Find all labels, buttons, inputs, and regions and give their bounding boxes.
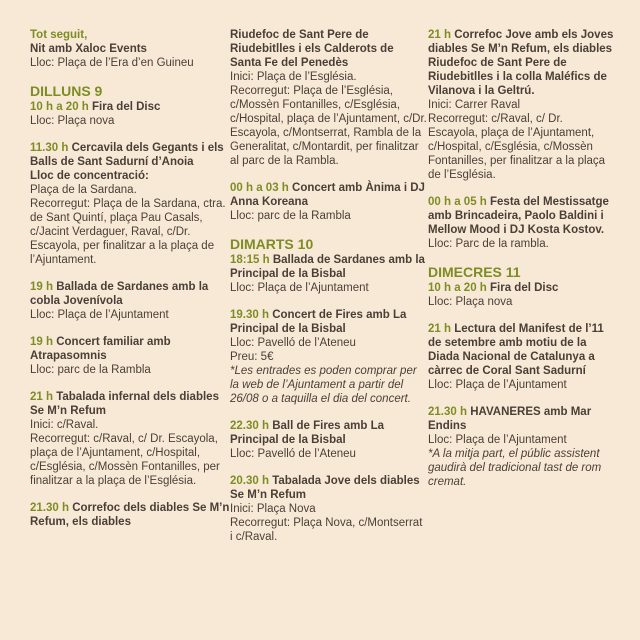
event-heading <box>30 141 230 169</box>
event-concentration: Plaça de la Sardana. <box>30 184 137 196</box>
event-start: Inici: Plaça de l’Església. <box>230 71 357 83</box>
event-title: Concert familiar amb Atrapasomnis <box>30 336 171 362</box>
event-time: 21 h <box>428 29 452 41</box>
event-heading <box>428 281 614 295</box>
event-time: 21 h <box>30 391 54 403</box>
event-title: Tabalada Jove dels diables Se M’n Refum <box>230 475 420 501</box>
event-nit-xaloc <box>30 28 230 70</box>
event-title: Riudefoc de Sant Pere de Riudebitlles i els Calderots de Santa Fe del Penedès <box>230 29 394 69</box>
event-heading <box>230 419 428 447</box>
event-time: 19.30 h <box>230 309 269 321</box>
event-location: Lloc: Pavelló de l’Ateneu <box>230 448 356 460</box>
column-3 <box>428 28 614 640</box>
event-heading <box>428 322 614 378</box>
event-start: Inici: c/Raval. <box>30 419 99 431</box>
event-location: Lloc: Plaça de l’Ajuntament <box>30 309 169 321</box>
column-1 <box>30 28 230 640</box>
event-tabalada-jove <box>230 474 428 544</box>
event-start: Inici: Plaça Nova <box>230 503 316 515</box>
event-title: Cercavila dels Gegants i els Balls de Sant Sadurní d’Anoia <box>30 142 224 168</box>
event-correfoc <box>30 501 230 529</box>
event-concentration-label: Lloc de concentració: <box>30 170 149 182</box>
event-note: *Les entrades es poden comprar per la web de l’Ajuntament a partir del 26/08 o a taquilla el dia del concert. <box>230 365 417 405</box>
event-title: Nit amb Xaloc Events <box>30 43 147 55</box>
event-cercavila <box>30 141 230 267</box>
event-concert-fires <box>230 308 428 406</box>
event-title: Fira del Disc <box>88 101 161 113</box>
event-time: 19 h <box>30 281 54 293</box>
event-time: Tot seguit, <box>30 29 88 41</box>
event-sardanes-bisbal <box>230 253 428 295</box>
event-location: Lloc: Plaça de l’Ajuntament <box>230 282 369 294</box>
event-sardanes-jovenivola <box>30 280 230 322</box>
event-heading <box>30 501 230 529</box>
event-location: Lloc: Plaça de l’Ajuntament <box>428 379 567 391</box>
event-time: 21.30 h <box>428 406 467 418</box>
event-heading <box>428 195 614 237</box>
event-time: 10 h a 20 h <box>30 101 89 113</box>
event-time: 20.30 h <box>230 475 269 487</box>
event-route: Recorregut: c/Raval, c/ Dr. Escayola, plaça de l’Ajuntament, c/Hospital, c/Església, c/Mossèn Fontanilles, per finalitzar a la plaça de l’Església. <box>30 433 220 487</box>
event-time: 19 h <box>30 336 54 348</box>
column-2 <box>230 28 428 640</box>
event-heading <box>30 390 230 418</box>
event-time: 00 h a 05 h <box>428 196 487 208</box>
event-heading <box>30 100 230 114</box>
event-heading <box>230 474 428 502</box>
event-location: Lloc: parc de la Rambla <box>30 364 151 376</box>
day-header-dimarts: DIMARTS 10 <box>230 236 314 252</box>
event-festa-mestissatge <box>428 195 614 251</box>
event-title: Ball de Fires amb La Principal de la Bisbal <box>230 420 385 446</box>
event-title: Lectura del Manifest de l’11 de setembre amb motiu de la Diada Nacional de Catalunya a càrrec de Coral Sant Sadurní <box>428 323 604 377</box>
event-note: *A la mitja part, el públic assistent gaudirà del tradicional tast de rom cremat. <box>428 448 602 488</box>
event-price: Preu: 5€ <box>230 351 274 363</box>
event-title: Concert de Fires amb La Principal de la Bisbal <box>230 309 407 335</box>
event-lectura-manifest <box>428 322 614 392</box>
event-location: Lloc: parc de la Rambla <box>230 210 351 222</box>
event-heading <box>428 28 614 98</box>
event-time: 11.30 h <box>30 142 69 154</box>
event-title: Ballada de Sardanes amb la cobla Jovenívola <box>30 281 209 307</box>
event-title: Festa del Mestissatge amb Brincadeira, Paolo Baldini i Mellow Mood i DJ Kosta Kostov. <box>428 196 609 236</box>
event-title: Tabalada infernal dels diables Se M’n Refum <box>30 391 219 417</box>
day-header-dilluns: DILLUNS 9 <box>30 83 103 99</box>
event-concert-anima <box>230 181 428 223</box>
event-route: Recorregut: c/Raval, c/ Dr. Escayola, plaça de l’Ajuntament, c/Hospital, c/Església, c/Mossèn Fontanilles, per finalitzar a la plaça de l’Església. <box>428 113 606 181</box>
event-time: 10 h a 20 h <box>428 282 487 294</box>
event-ball-fires <box>230 419 428 461</box>
event-heading <box>230 253 428 281</box>
event-route: Recorregut: Plaça de la Sardana, ctra. de Sant Quintí, plaça Pau Casals, c/Jacint Verdaguer, Raval, c/Dr. Escayola, per finalitzar a la plaça de l’Ajuntament. <box>30 198 226 266</box>
event-heading <box>30 280 230 308</box>
event-location: Lloc: Plaça nova <box>30 115 115 127</box>
event-concert-familiar <box>30 335 230 377</box>
event-title: Fira del Disc <box>486 282 559 294</box>
day-header-dimecres: DIMECRES 11 <box>428 264 521 280</box>
event-location: Lloc: Plaça de l’Era d’en Guineu <box>30 57 194 69</box>
event-correfoc-continued <box>230 28 428 168</box>
event-time: 21.30 h <box>30 502 69 514</box>
event-title: Ballada de Sardanes amb la Principal de la Bisbal <box>230 254 425 280</box>
event-route: Recorregut: Plaça Nova, c/Montserrat i c/Raval. <box>230 517 423 543</box>
event-location: Lloc: Pavelló de l’Ateneu <box>230 337 356 349</box>
event-fira-disc <box>30 100 230 128</box>
event-location: Lloc: Plaça nova <box>428 296 513 308</box>
event-start: Inici: Carrer Raval <box>428 99 521 111</box>
event-title: HAVANERES amb Mar Endins <box>428 406 592 432</box>
event-havaneres <box>428 405 614 489</box>
event-title: Concert amb Ànima i DJ Anna Koreana <box>230 182 425 208</box>
event-heading <box>230 308 428 336</box>
event-route: Recorregut: Plaça de l’Església, c/Mossèn Fontanilles, c/Església, c/Hospital, plaça de l’Ajuntament, c/Dr. Escayola, c/Montserrat, Rambla de la Generalitat, c/Montardit, per finalitzar al parc de la Rambla. <box>230 85 427 167</box>
event-fira-disc-2 <box>428 281 614 309</box>
event-heading <box>230 181 428 209</box>
event-location: Lloc: Parc de la rambla. <box>428 238 549 250</box>
event-location: Lloc: Plaça de l’Ajuntament <box>428 434 567 446</box>
event-correfoc-jove <box>428 28 614 182</box>
event-title: Correfoc Jove amb els Joves diables Se M’n Refum, els diables Riudefoc de Sant Pere de Riudebitlles i la colla Maléfics de Vilanova i la Geltrú. <box>428 29 614 97</box>
event-tabalada-infernal <box>30 390 230 488</box>
event-title: Correfoc dels diables Se M’n Refum, els diables <box>30 502 230 528</box>
event-time: 21 h <box>428 323 452 335</box>
event-time: 18:15 h <box>230 254 270 266</box>
event-heading <box>428 405 614 433</box>
event-heading <box>30 335 230 363</box>
event-time: 22.30 h <box>230 420 269 432</box>
event-time: 00 h a 03 h <box>230 182 289 194</box>
